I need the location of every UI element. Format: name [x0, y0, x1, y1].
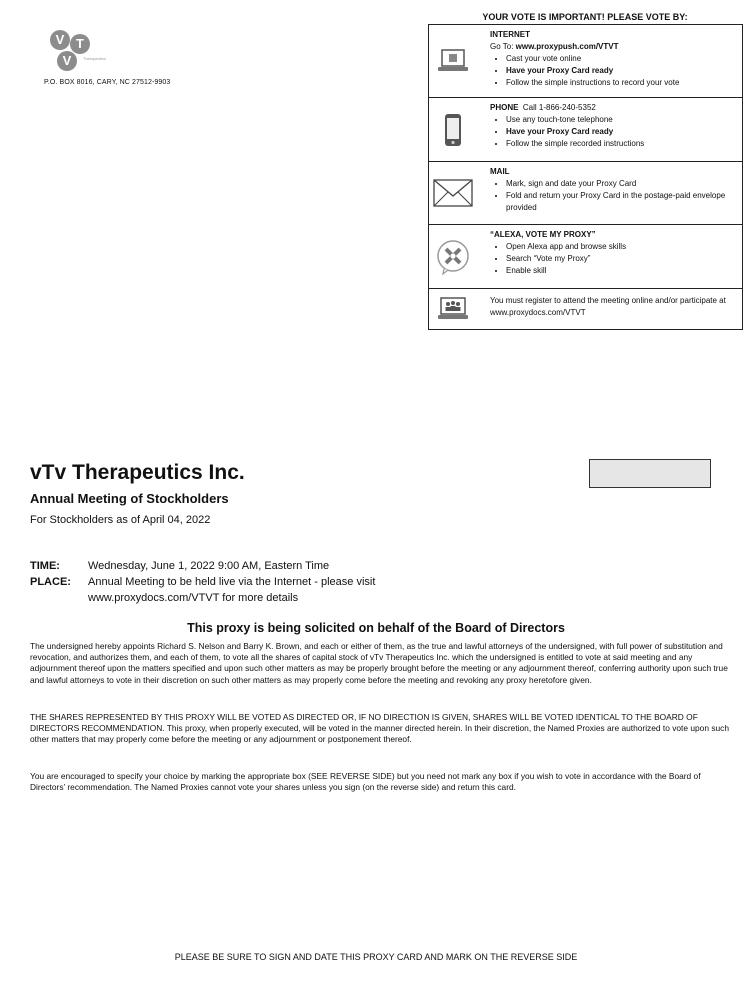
internet-goto-label: Go To:	[490, 42, 516, 51]
envelope-icon	[429, 162, 477, 224]
control-number-box	[589, 459, 711, 488]
alexa-bullet-3: • Enable skill	[506, 265, 736, 277]
internet-heading: INTERNET	[490, 30, 530, 39]
alexa-bullet-2: • Search “Vote my Proxy”	[506, 253, 736, 265]
time-value: Wednesday, June 1, 2022 9:00 AM, Eastern Time	[88, 560, 330, 572]
record-date: For Stockholders as of April 04, 2022	[30, 514, 211, 526]
phone-bullet-2: • Have your Proxy Card ready	[506, 126, 736, 138]
mail-heading: MAIL	[490, 167, 510, 176]
place-line-1: Annual Meeting to be held live via the Internet - please visit	[88, 576, 376, 588]
phone-bullet-3: • Follow the simple recorded instructions	[506, 138, 736, 150]
mobile-phone-icon	[429, 98, 477, 161]
vote-phone-row	[429, 98, 742, 162]
company-logo	[48, 28, 108, 74]
company-name: vTv Therapeutics Inc.	[30, 461, 245, 484]
encouragement-paragraph: You are encouraged to specify your choice by marking the appropriate box (SEE REVERSE SIDE) but you need not mark any box if you wish to vote in accordance with the Board of Directors’ recommendation. The Named Proxies cannot vote your shares unless you sign (on the reverse side) and return this card.	[30, 771, 701, 793]
phone-heading: PHONE	[490, 103, 519, 112]
internet-url[interactable]: www.proxypush.com/VTVT	[515, 42, 619, 51]
vote-title: YOUR VOTE IS IMPORTANT! PLEASE VOTE BY:	[482, 12, 688, 22]
footer-instruction: PLEASE BE SURE TO SIGN AND DATE THIS PROXY CARD AND MARK ON THE REVERSE SIDE	[174, 952, 578, 962]
internet-bullet-3: • Follow the simple instructions to record your vote	[506, 77, 736, 89]
logo-letter-v2: V	[57, 51, 77, 71]
mail-bullet-1: • Mark, sign and date your Proxy Card	[506, 178, 736, 190]
time-label: TIME:	[30, 560, 60, 572]
voting-direction-paragraph: THE SHARES REPRESENTED BY THIS PROXY WILL BE VOTED AS DIRECTED OR, IF NO DIRECTION IS GIVEN, SHARES WILL BE VOTED IDENTICAL TO THE BOARD OF DIRECTORS RECOMMENDATION. This proxy, when properly executed, will be voted in the manner directed herein. In their discretion, the Named Proxies are authorized to vote upon such other matters that may properly come before the meeting or any adjournment or postponement thereof.	[30, 712, 730, 745]
proxy-appointment-paragraph: The undersigned hereby appoints Richard S. Nelson and Barry K. Brown, and each or either of them, as the true and lawful attorneys of the undersigned, with full power of substitution and revocation, and authorizes them, and each of them, to vote all the shares of capital stock of vTv Therapeutics Inc. which the undersigned is entitled to vote at said meeting and any adjournment thereof upon the matters specified and upon such other matters as may be properly brought before the meeting or any adjournment thereof, conferring authority upon such true and lawful attorneys to vote in their discretion on such other matters as may properly come before the meeting and revoking any proxy heretofore given.	[30, 641, 728, 685]
logo-subtitle: Therapeutics	[83, 56, 107, 61]
internet-bullet-1: • Cast your vote online	[506, 53, 736, 65]
vote-methods-box	[428, 24, 743, 330]
alexa-icon	[429, 225, 477, 288]
alexa-heading: “ALEXA, VOTE MY PROXY”	[490, 230, 596, 239]
logo-letter-v1: V	[50, 30, 70, 50]
phone-bullet-1: • Use any touch-tone telephone	[506, 114, 736, 126]
solicitation-heading: This proxy is being solicited on behalf of the Board of Directors	[187, 621, 565, 635]
register-text: You must register to attend the meeting online and/or participate at www.proxydocs.com/VTVT	[490, 296, 726, 317]
virtual-meeting-icon	[429, 289, 477, 329]
alexa-bullet-1: • Open Alexa app and browse skills	[506, 241, 736, 253]
laptop-icon	[429, 25, 477, 97]
vote-register-row	[429, 289, 742, 329]
meeting-title: Annual Meeting of Stockholders	[30, 491, 229, 506]
place-line-2: www.proxydocs.com/VTVT for more details	[88, 592, 299, 604]
internet-bullet-2: • Have your Proxy Card ready	[506, 65, 736, 77]
mail-bullet-2: • Fold and return your Proxy Card in the postage-paid envelope provided	[506, 190, 736, 214]
phone-number[interactable]: Call 1-866-240-5352	[522, 103, 596, 112]
place-label: PLACE:	[30, 576, 71, 588]
return-address: P.O. BOX 8016, CARY, NC 27512-9903	[44, 79, 171, 86]
vote-alexa-row	[429, 225, 742, 289]
logo-letter-t: T	[70, 34, 90, 54]
vote-internet-row	[429, 25, 742, 98]
vote-mail-row	[429, 162, 742, 225]
